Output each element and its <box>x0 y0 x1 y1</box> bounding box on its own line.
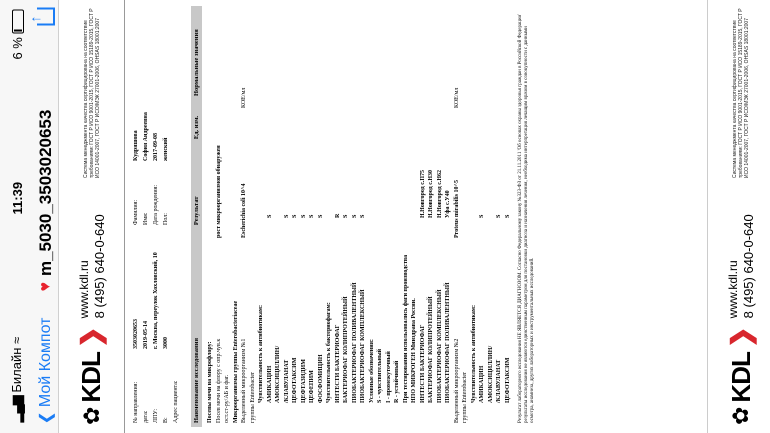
row-name: ИНТЕСТИ БАКТЕРИОФАГ <box>334 324 341 403</box>
table-row <box>283 10 292 423</box>
table-row <box>419 10 428 423</box>
table-row <box>495 10 504 423</box>
wifi-icon: ≈ <box>9 336 24 344</box>
row-value: Н.Новгород с.Н62 <box>436 169 443 218</box>
results-table-header: Наименование исследования Результат Ед. изм. Нормальные значения <box>191 6 202 427</box>
legend-item: I - промежуточный <box>385 351 392 403</box>
row-name: ПИОБАКТЕРИОФАГ ПОЛИВАЛЕНТНЫЙ <box>351 282 358 403</box>
table-row <box>504 10 513 423</box>
document-viewer[interactable] <box>59 0 770 433</box>
table-row: Посев мочи на флору с опр.чув.к рост микроорганизмов обнаружен <box>215 145 222 423</box>
page-header <box>708 0 770 433</box>
row-value: S <box>360 214 366 218</box>
row-name: ПИОБАКТЕРИОФАГ КОМПЛЕКСНЫЙ <box>436 289 443 403</box>
row-value: S <box>300 214 307 218</box>
certification-text: Система менеджмента качества сертифицирована на соответствие требованиям: ГОСТ Р ИСО 9001-2015, ГОСТ Р ИСО 15189-2015, ГОСТ Р ИСО 14001-2007, ГОСТ Р ИСО/МЭК 27001-2006, OHSAS 18001:2007 <box>82 8 101 178</box>
chevron-left-icon: ❮ <box>38 411 55 425</box>
logo-mark-icon: ✿ <box>78 406 104 425</box>
document-page-2 <box>707 0 770 433</box>
table-row: Выделенный микроорганизм №2 Proteus mirabilis 10^5 КОЕ/мл <box>453 87 460 423</box>
table-row <box>317 10 326 423</box>
legend-list <box>376 10 402 423</box>
table-row <box>351 10 360 423</box>
contact-block: www.kdl.ru 8 (495) 640-0-640 <box>726 214 756 319</box>
table-row: Выделенный микроорганизм №1 Escherichia coli 10^4 КОЕ/мл <box>241 87 247 423</box>
document-page <box>59 0 695 433</box>
row-value: S <box>309 214 315 218</box>
phage-production-list <box>419 10 453 423</box>
row-value: S <box>504 214 511 218</box>
row-name: ПИОБАКТЕРИОФАГ ПОЛИВАЛЕНТНЫЙ <box>445 282 451 403</box>
row-value: R <box>334 213 341 218</box>
carrier-label: ▂▄▆ Билайн ≈ <box>9 336 24 423</box>
row-name: АМОКСИЦИЛЛИН/ <box>487 345 494 403</box>
row-value: S <box>292 214 298 218</box>
antibiotic-list <box>266 10 326 423</box>
table-row <box>266 10 275 423</box>
row-name: ПИОБАКТЕРИОФАГ КОМПЛЕКСНЫЙ <box>360 289 366 403</box>
table-row <box>427 10 436 423</box>
phage-list <box>334 10 368 423</box>
row-name: ФОСФОМИЦИН <box>317 354 324 403</box>
heart-icon: ♥ <box>37 282 54 292</box>
navigation-bar <box>34 0 59 433</box>
row-name: /КЛАВУЛАНАТ <box>496 359 502 403</box>
row-name: АМИКАЦИН <box>266 365 273 403</box>
table-row <box>274 10 283 423</box>
table-row <box>300 10 309 423</box>
page-header <box>59 0 125 433</box>
kdl-logo: ✿ KDL ❯ <box>76 326 106 425</box>
certification-text: Система менеджмента качества сертифицирована на соответствие требованиям: ГОСТ Р ИСО 9001-2015, ГОСТ Р ИСО 15189-2015, ГОСТ Р ИСО 14001-2007, ГОСТ Р ИСО/МЭК 27001-2006, OHSAS 18001:2007 <box>732 8 750 178</box>
patient-info: № направления: 3503020653 Фамилия: Кудряшова дата: 2019-05-14 Имя: София Андреевна ЛПУ: г. Москва, переулок Хохловский, 10 Дата рождения: 2017-09-08 В: 3000 Пол: женский Адрес пациента: <box>133 112 179 423</box>
legend-item: S - чувствительный <box>377 348 383 403</box>
antibiotic-list <box>478 10 512 423</box>
battery-icon <box>12 10 24 34</box>
table-row <box>436 10 445 423</box>
battery-status: 6 % <box>10 10 25 60</box>
row-name: АМОКСИЦИЛЛИН/ <box>275 345 281 403</box>
row-value: Н.Новгород с.Н30 <box>428 169 434 218</box>
table-row <box>291 10 300 423</box>
table-row <box>334 10 343 423</box>
row-value: S <box>479 214 485 218</box>
legend-item: R - устойчивый <box>394 360 400 403</box>
row-value: S <box>317 214 324 218</box>
row-value <box>274 158 283 218</box>
logo-mark-icon: ✿ <box>728 406 753 425</box>
row-value <box>487 158 496 218</box>
back-button[interactable]: ❮ Мой Компот <box>37 317 55 425</box>
share-button[interactable] <box>37 8 55 26</box>
table-row <box>359 10 368 423</box>
row-value: Н.Новгород с.П75 <box>419 169 426 218</box>
row-name: БАКТЕРИОФАГ КОЛИПРОТЕЙНЫЙ <box>343 296 349 403</box>
contact-block: www.kdl.ru 8 (495) 640-0-640 <box>76 214 107 319</box>
row-name: ИНТЕСТИ БАКТЕРИОФАГ <box>419 324 426 403</box>
row-name: БАКТЕРИОФАГ КОЛИПРОТЕЙНЫЙ <box>428 296 434 403</box>
table-row <box>308 10 317 423</box>
row-value: S <box>283 214 290 218</box>
row-name: АМИКАЦИН <box>479 365 485 403</box>
document-title: ♥ m_5030_3503020653 <box>36 109 55 292</box>
row-value: S <box>343 214 349 218</box>
row-name: ЦЕФОТАКСИМ <box>504 357 511 403</box>
row-value: S <box>266 214 273 218</box>
row-name: ЦЕФОТАКСИМ <box>292 357 298 403</box>
logo-chevron-icon: ❯ <box>76 326 106 349</box>
row-value: S <box>496 214 502 218</box>
table-row <box>487 10 496 423</box>
row-name: ЦЕФЕПИМ <box>309 370 315 403</box>
disclaimer-text: Результат лабораторного исследования НЕ ЯВЛЯЕТСЯ ДИАГНОЗОМ. Согласно Федеральному закону №323-ФЗ от 21.11.2011 'Об основах охраны здоровья граждан в Российской Федерации' результаты исследования не являются единственным параметром для постановки диагноза и назначения лечения, необходима интерпретация лечащим врачом в совокупности с данными осмотра, анамнеза, других лабораторных и инструментальных исследований. <box>518 13 535 423</box>
clock: 11:39 <box>9 181 25 215</box>
row-value: S <box>351 214 358 218</box>
logo-chevron-icon: ❯ <box>725 326 756 349</box>
status-bar <box>0 0 34 433</box>
kdl-logo: ✿ KDL ❯ <box>725 326 756 425</box>
table-row <box>342 10 351 423</box>
table-row <box>444 10 453 423</box>
results-body: Посевы мочи на микрофлору: Посев мочи на флору с опр.чув.к рост микроорганизмов обнаружен ост.ст-ру/АБ и фаг. Микроорганизмы группы Enterobacteriaceae Выделенный микроорганизм №1 Escherichia coli 10^4 КОЕ/мл группы Enterobacter Чувствительность к антибиотикам: АМИКАЦИН S АМОКСИЦИЛЛИН/ /КЛАВУЛАНАТ S ЦЕФОТАКСИМ S ЦЕФТАЗИДИМ S ЦЕФЕПИМ S ФОСФОМИЦИН S Чувствительность к бактериофагам: ИНТЕСТИ БАКТЕРИОФАГ R БАКТЕРИОФАГ КОЛИПРОТЕЙНЫЙ S ПИОБАКТЕРИОФАГ ПОЛИВАЛЕНТНЫЙ S ПИОБАКТЕРИОФАГ КОМПЛЕКСНЫЙ S Условные обозначения: S - чувствительный I - промежуточный R - устойчивый При тестировании использовались фаги производства НПО МИКРОГЕН Минздрава России. ИНТЕСТИ БАКТЕРИОФАГ Н.Новгород с.П75 БАКТЕРИОФАГ КОЛИПРОТЕЙНЫЙ Н.Новгород с.Н30 ПИОБАКТЕРИОФАГ КОМПЛЕКСНЫЙ Н.Новгород с.Н62 ПИОБАКТЕРИОФАГ ПОЛИВАЛЕНТНЫЙ Уфа с.У40 Выделенный микроорганизм №2 Proteus mirabilis 10^5 КОЕ/мл группы Enterobacter Чувствительность к антибиотикам: АМИКАЦИН S АМОКСИЦИЛЛИН/ /КЛАВУЛАНАТ S ЦЕФОТАКСИМ S <box>202 0 516 433</box>
row-value: Уфа с.У40 <box>445 190 451 218</box>
row-name: /КЛАВУЛАНАТ <box>283 359 290 403</box>
signal-icon: ▂▄▆ <box>9 396 24 423</box>
row-name: ЦЕФТАЗИДИМ <box>300 359 307 403</box>
table-row <box>478 10 487 423</box>
